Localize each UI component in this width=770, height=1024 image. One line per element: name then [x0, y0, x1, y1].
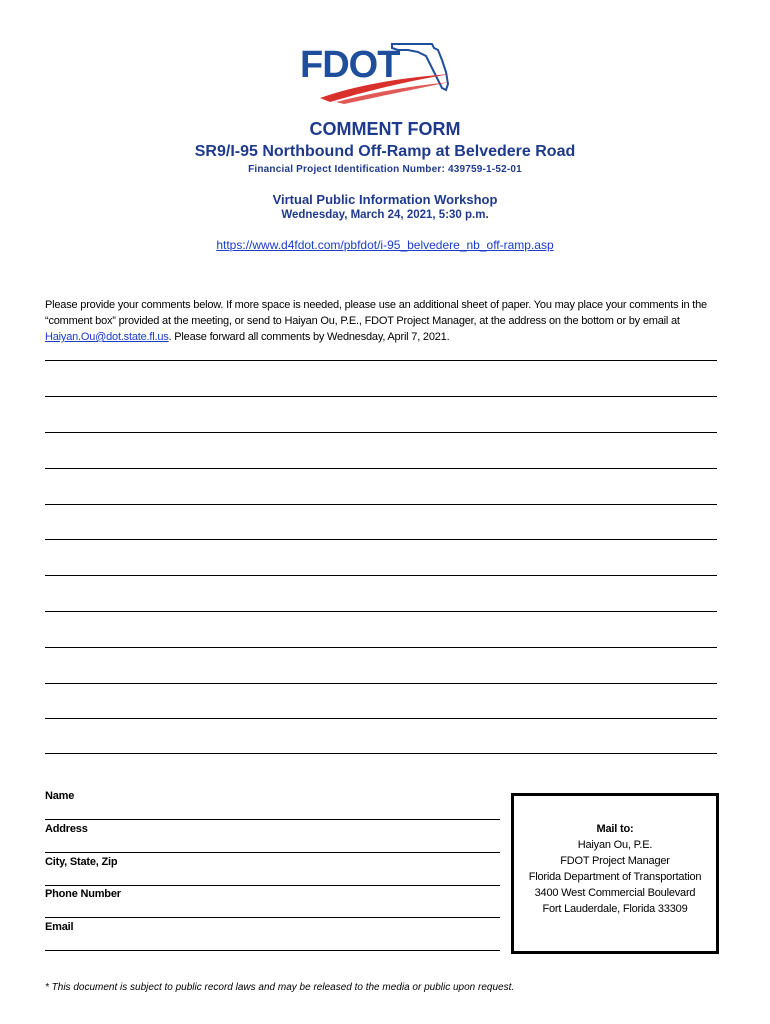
mail-to-heading: Mail to: [596, 823, 634, 835]
mail-line: Haiyan Ou, P.E. [577, 839, 653, 851]
instructions-paragraph [45, 297, 745, 345]
mail-line: 3400 West Commercial Boulevard [534, 887, 696, 899]
comment-line[interactable] [45, 753, 717, 754]
comment-line[interactable] [45, 504, 717, 505]
mail-to-box [511, 793, 719, 954]
email-link[interactable]: Haiyan.Ou@dot.state.fl.us [45, 331, 169, 343]
name-label: Name [45, 790, 75, 802]
instructions-text-1: Please provide your comments below. If more space is needed, please use an additional sheet of paper. You may place your comments in the “comment box” provided at the meeting, or send to Haiyan Ou, P.E., FDOT Project Manager, at the address on the bottom or by email at [45, 299, 707, 327]
instructions-text-2: . Please forward all comments by Wednesday, April 7, 2021. [168, 331, 450, 343]
comment-line[interactable] [45, 360, 717, 361]
workshop-date: Wednesday, March 24, 2021, 5:30 p.m. [281, 209, 489, 221]
project-url-link[interactable]: https://www.d4fdot.com/pbfdot/i-95_belvedere_nb_off-ramp.asp [216, 238, 554, 252]
public-record-notice: * This document is subject to public record laws and may be released to the media or public upon request. [45, 982, 515, 993]
mail-line: FDOT Project Manager [560, 855, 670, 867]
form-title: COMMENT FORM [309, 119, 461, 139]
fdot-logo [300, 38, 460, 108]
email-field[interactable] [45, 950, 500, 951]
mail-line: Fort Lauderdale, Florida 33309 [542, 903, 688, 915]
mail-line: Florida Department of Transportation [528, 871, 702, 883]
address-label: Address [45, 823, 88, 835]
logo-text: FDOT [300, 44, 400, 86]
comment-line[interactable] [45, 611, 717, 612]
comment-line[interactable] [45, 647, 717, 648]
phone-field[interactable] [45, 917, 500, 918]
comment-line[interactable] [45, 396, 717, 397]
comment-line[interactable] [45, 468, 717, 469]
financial-project-id: Financial Project Identification Number: 439759-1-52-01 [248, 164, 522, 175]
comment-line[interactable] [45, 539, 717, 540]
workshop-title: Virtual Public Information Workshop [272, 192, 498, 207]
name-field[interactable] [45, 819, 500, 820]
email-label: Email [45, 921, 74, 933]
city-state-zip-label: City, State, Zip [45, 856, 118, 868]
comment-line[interactable] [45, 718, 717, 719]
project-title: SR9/I-95 Northbound Off-Ramp at Belvedere Road [194, 143, 576, 160]
city-state-zip-field[interactable] [45, 885, 500, 886]
phone-label: Phone Number [45, 888, 121, 900]
comment-line[interactable] [45, 683, 717, 684]
comment-line[interactable] [45, 432, 717, 433]
comment-line[interactable] [45, 575, 717, 576]
address-field[interactable] [45, 852, 500, 853]
